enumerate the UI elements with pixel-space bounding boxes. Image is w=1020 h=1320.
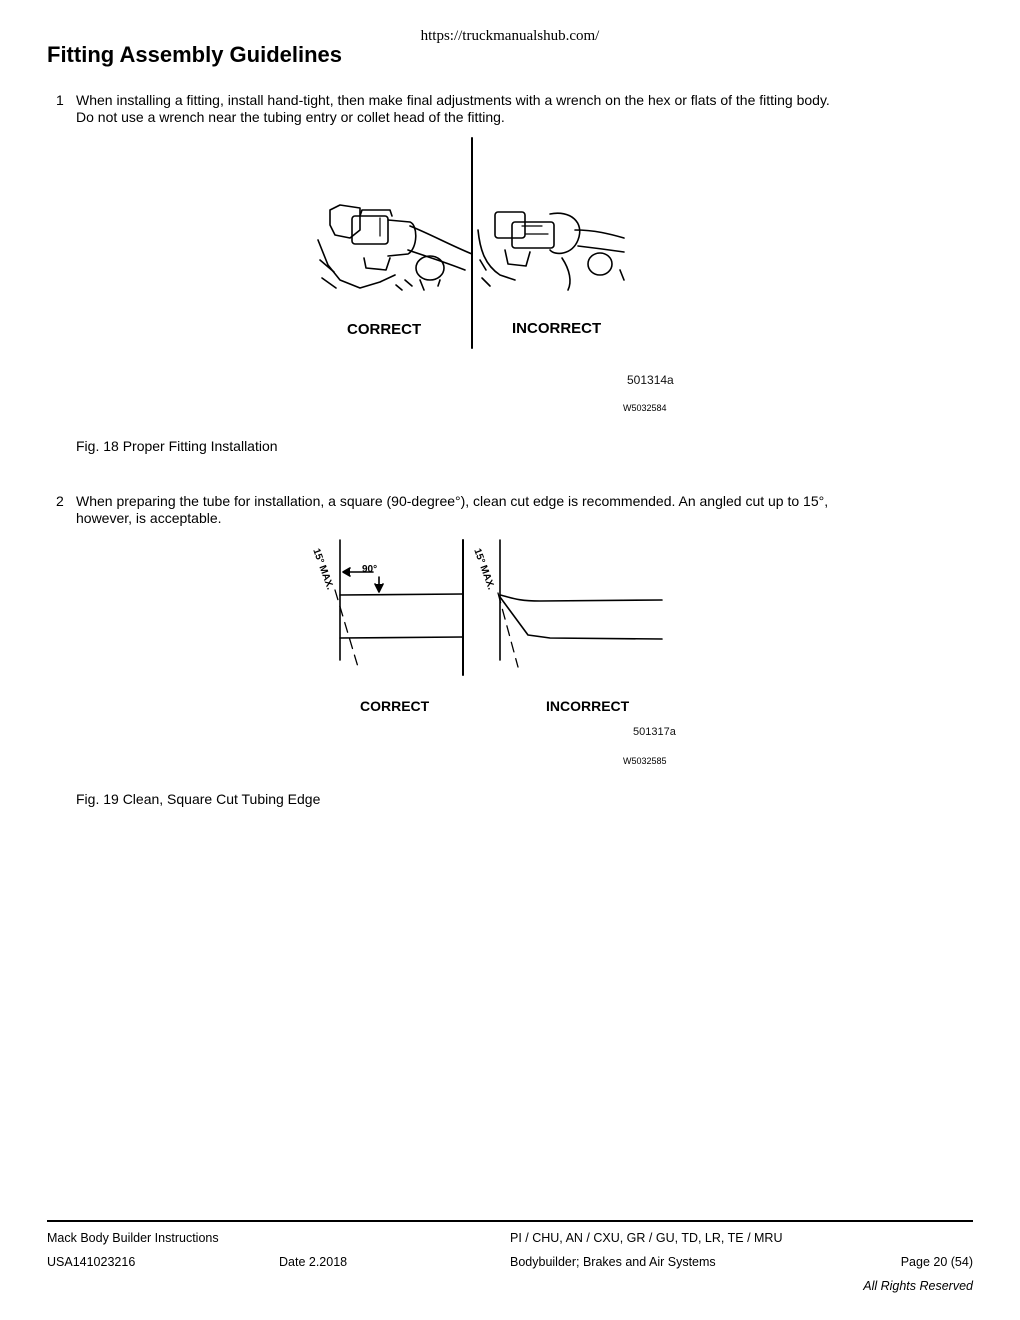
label-correct: CORRECT [360, 698, 430, 714]
footer-doc-name: Mack Body Builder Instructions [47, 1231, 219, 1245]
step-1 [47, 92, 947, 126]
header-url[interactable]: https://truckmanualshub.com/ [420, 28, 600, 44]
drawing-code: 501314a [627, 373, 674, 387]
page-title: Fitting Assembly Guidelines [47, 42, 343, 67]
step-number: 1 [56, 92, 64, 108]
angle-label-right: 15° MAX. [471, 547, 497, 592]
image-code: W5032585 [623, 756, 667, 766]
angle-90-label: 90° [362, 564, 378, 575]
footer-doc-id: USA141023216 [47, 1255, 136, 1269]
step-text-line: Do not use a wrench near the tubing entry or collet head of the fitting. [76, 109, 505, 125]
footer-date: Date 2.2018 [279, 1255, 348, 1269]
label-incorrect: INCORRECT [546, 698, 630, 714]
image-code: W5032584 [623, 403, 667, 413]
footer-page-number: Page 20 (54) [900, 1255, 973, 1269]
footer-rights: All Rights Reserved [863, 1279, 973, 1293]
step-text-line: When installing a fitting, install hand-tight, then make final adjustments with a wrench on the hex or flats of the fitting body. [76, 92, 830, 108]
label-incorrect: INCORRECT [512, 320, 602, 337]
footer-section: Bodybuilder; Brakes and Air Systems [510, 1255, 716, 1269]
step-text-line: When preparing the tube for installation, a square (90-degree°), clean cut edge is recommended. An angled cut up to 15°, [76, 493, 829, 509]
figure-caption: Fig. 19 Clean, Square Cut Tubing Edge [76, 791, 321, 807]
footer-divider [47, 1220, 973, 1222]
step-2 [47, 493, 947, 527]
label-correct: CORRECT [347, 321, 422, 338]
step-text-line: however, is acceptable. [76, 510, 222, 526]
drawing-code: 501317a [633, 726, 676, 738]
step-number: 2 [56, 493, 64, 509]
angle-label-left: 15° MAX. [310, 547, 336, 592]
footer-models: PI / CHU, AN / CXU, GR / GU, TD, LR, TE / MRU [510, 1231, 783, 1245]
figure-caption: Fig. 18 Proper Fitting Installation [76, 438, 278, 454]
